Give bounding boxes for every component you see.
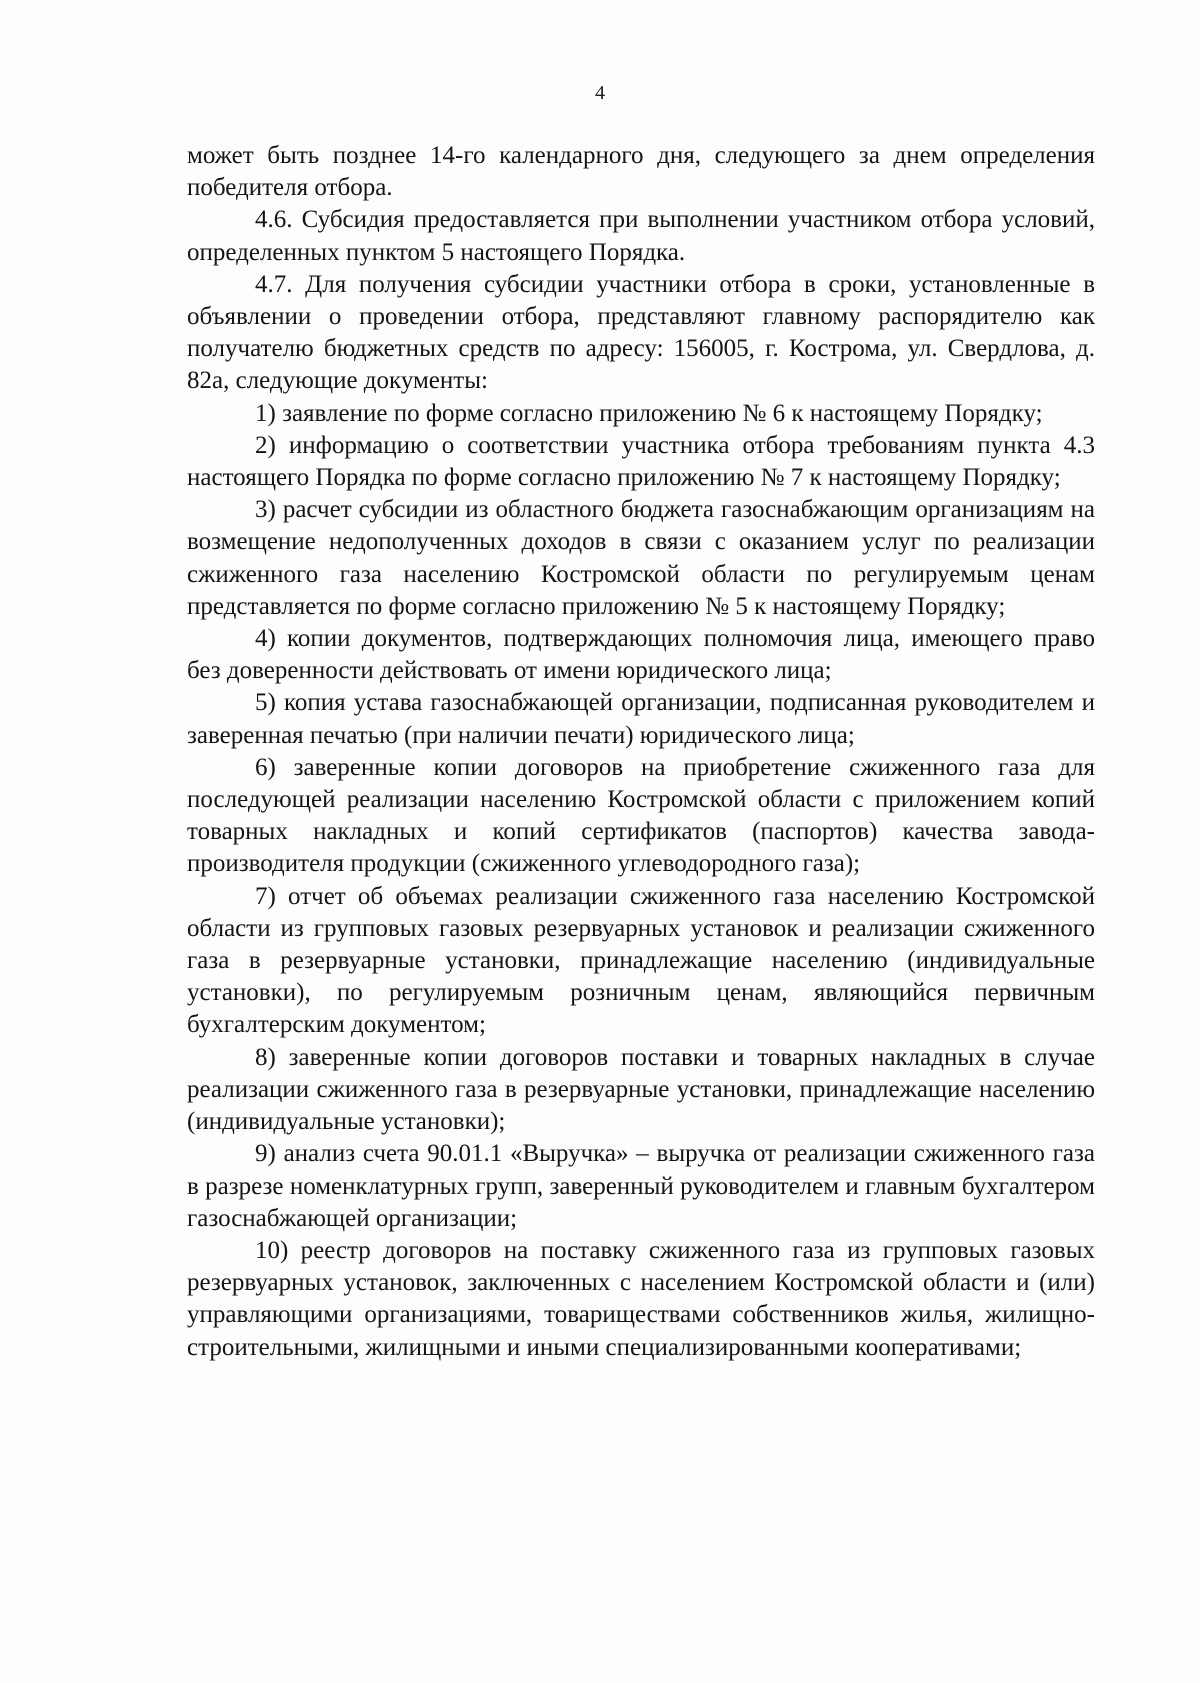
- list-item-3: 3) расчет субсидии из областного бюджета газоснабжающим организациям на возмещение недополученных доходов в связи с оказанием услуг по реализации сжиженного газа населению Костромской области по регулируемым ценам представляется по форме согласно приложению № 5 к настоящему Порядку;: [187, 496, 1095, 620]
- list-item-4: 4) копии документов, подтверждающих полномочия лица, имеющего право без доверенности действовать от имени юридического лица;: [187, 625, 1095, 685]
- list-item-5: 5) копия устава газоснабжающей организации, подписанная руководителем и заверенная печатью (при наличии печати) юридического лица;: [187, 689, 1095, 749]
- list-item-8: 8) заверенные копии договоров поставки и товарных накладных в случае реализации сжиженного газа в резервуарные установки, принадлежащие населению (индивидуальные установки);: [187, 1043, 1095, 1136]
- list-item-6: 6) заверенные копии договоров на приобретение сжиженного газа для последующей реализации населению Костромской области с приложением копий товарных накладных и копий сертификатов (паспортов) качества завода-производителя продукции (сжиженного углеводородного газа);: [187, 753, 1095, 878]
- list-item-2: 2) информацию о соответствии участника отбора требованиям пункта 4.3 настоящего Порядка по форме согласно приложению № 7 к настоящему Порядку;: [187, 431, 1095, 492]
- list-item-1: 1) заявление по форме согласно приложению № 6 к настоящему Порядку;: [255, 399, 1043, 427]
- document-body: [187, 140, 1095, 1364]
- page-number: 4: [595, 82, 605, 104]
- list-item-10: 10) реестр договоров на поставку сжиженного газа из групповых газовых резервуарных установок, заключенных с населением Костромской области и (или) управляющими организациями, товариществами собственников жилья, жилищно-строительными, жилищными и иными специализированными кооперативами;: [187, 1236, 1095, 1361]
- paragraph-continuation: может быть позднее 14-го календарного дня, следующего за днем определения победителя отбора.: [187, 142, 1095, 202]
- list-item-9: 9) анализ счета 90.01.1 «Выручка» – выручка от реализации сжиженного газа в разрезе номенклатурных групп, заверенный руководителем и главным бухгалтером газоснабжающей организации;: [187, 1140, 1095, 1232]
- paragraph-4-7: 4.7. Для получения субсидии участники отбора в сроки, установленные в объявлении о проведении отбора, представляют главному распорядителю как получателю бюджетных средств по адресу: 156005, г. Кострома, ул. Свердлова, д. 82а, следующие документы:: [187, 270, 1095, 395]
- list-item-7: 7) отчет об объемах реализации сжиженного газа населению Костромской области из групповых газовых резервуарных установок и реализации сжиженного газа в резервуарные установки, принадлежащие населению (индивидуальные установки), по регулируемым розничным ценам, являющийся первичным бухгалтерским документом;: [187, 882, 1095, 1039]
- paragraph-4-6: 4.6. Субсидия предоставляется при выполнении участником отбора условий, определенных пунктом 5 настоящего Порядка.: [187, 206, 1095, 266]
